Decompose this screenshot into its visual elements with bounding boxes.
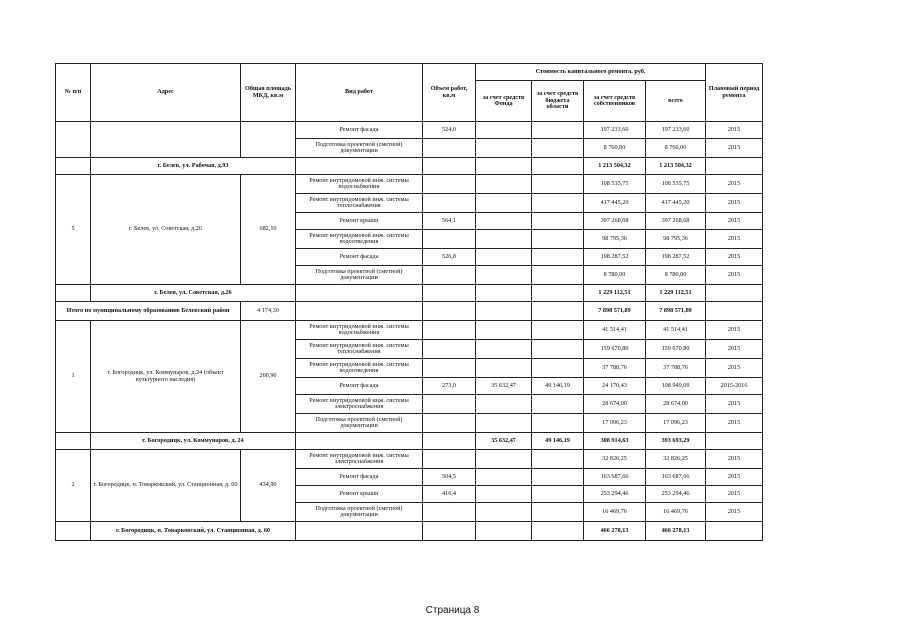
work-cell: Подготовка проектной (сметной) документации [296,414,423,433]
header-work-type: Вид работ [296,64,423,122]
region-cell [532,266,584,285]
area-cell: 260,90 [241,321,296,433]
total-cell: 32 826,25 [646,450,706,469]
region-cell [532,230,584,249]
region-cell: 49 146,19 [532,433,584,450]
region-cell [532,486,584,503]
period-cell: 2015 [706,230,763,249]
period-cell: 2015 [706,395,763,414]
work-cell: Ремонт фасада [296,469,423,486]
fund-cell [476,414,532,433]
period-cell: 2015 [706,139,763,158]
fund-cell [476,266,532,285]
total-cell: 397 268,68 [646,213,706,230]
fund-cell: 35 632,47 [476,378,532,395]
own-cell: 417 445,20 [584,194,646,213]
volume-cell [423,230,476,249]
work-cell: Ремонт фасада [296,378,423,395]
total-cell: 159 670,80 [646,340,706,359]
region-cell [532,522,584,541]
subtotal-row [56,285,763,302]
fund-cell [476,522,532,541]
volume-cell: 273,0 [423,378,476,395]
area-cell: 434,90 [241,450,296,522]
own-cell: 397 268,68 [584,213,646,230]
subtotal-label: г. Белев, ул. Рабочая, д.93 [91,158,296,175]
period-cell [706,158,763,175]
region-cell [532,285,584,302]
header-volume: Объем работ, кв.м [423,64,476,122]
fund-cell [476,230,532,249]
period-cell: 2015 [706,414,763,433]
address-cell [91,122,241,158]
work-cell [296,302,423,321]
municipal-total-label: Итого по муниципальному образованию Белевский район [56,302,241,321]
volume-cell [423,139,476,158]
fund-cell [476,340,532,359]
period-cell: 2015 [706,213,763,230]
period-cell: 2015 [706,122,763,139]
volume-cell [423,433,476,450]
own-cell: 98 795,36 [584,230,646,249]
fund-cell [476,321,532,340]
fund-cell [476,359,532,378]
area-cell: 4 174,30 [241,302,296,321]
volume-cell [423,359,476,378]
total-cell: 197 233,60 [646,122,706,139]
period-cell [706,285,763,302]
period-cell: 2015 [706,321,763,340]
total-cell: 1 213 504,32 [646,158,706,175]
work-cell: Ремонт внутридомовой инж. системы электроснабжения [296,450,423,469]
subtotal-label: г. Богородицк, ул. Коммунаров, д. 24 [91,433,296,450]
period-cell: 2015-2016 [706,378,763,395]
total-cell: 417 445,20 [646,194,706,213]
num-cell: 2 [56,450,91,522]
region-cell [532,395,584,414]
region-cell [532,340,584,359]
fund-cell: 35 632,47 [476,433,532,450]
volume-cell [423,285,476,302]
volume-cell [423,414,476,433]
fund-cell [476,395,532,414]
address-cell: г. Белев, ул. Советская, д.26 [91,175,241,285]
work-cell: Ремонт крыши [296,486,423,503]
period-cell: 2015 [706,194,763,213]
total-cell: 28 674,00 [646,395,706,414]
own-cell: 308 914,63 [584,433,646,450]
table-row [56,175,763,194]
total-cell: 466 278,13 [646,522,706,541]
fund-cell [476,302,532,321]
region-cell [532,139,584,158]
volume-cell [423,450,476,469]
period-cell [706,522,763,541]
period-cell: 2015 [706,469,763,486]
num-cell: 5 [56,175,91,285]
total-cell: 98 795,36 [646,230,706,249]
total-cell: 108 535,75 [646,175,706,194]
work-cell: Ремонт внутридомовой инж. системы водоснабжения [296,175,423,194]
region-cell [532,414,584,433]
own-cell: 108 535,75 [584,175,646,194]
fund-cell [476,285,532,302]
work-cell: Ремонт внутридомовой инж. системы водоотведения [296,359,423,378]
period-cell: 2015 [706,503,763,522]
own-cell: 28 674,00 [584,395,646,414]
work-cell [296,433,423,450]
own-cell: 37 788,76 [584,359,646,378]
region-cell [532,450,584,469]
period-cell: 2015 [706,340,763,359]
own-cell: 466 278,13 [584,522,646,541]
subtotal-label: г. Богородицк, п. Товарковский, ул. Станционная, д. 60 [91,522,296,541]
num-cell: 1 [56,321,91,433]
volume-cell [423,321,476,340]
volume-cell [423,522,476,541]
fund-cell [476,122,532,139]
region-cell [532,503,584,522]
volume-cell [423,266,476,285]
subtotal-row [56,522,763,541]
volume-cell [423,340,476,359]
period-cell: 2015 [706,266,763,285]
fund-cell [476,249,532,266]
volume-cell: 524,0 [423,122,476,139]
fund-cell [476,194,532,213]
header-fund: за счет средств Фонда [476,81,532,122]
volume-cell: 504,5 [423,469,476,486]
period-cell [706,433,763,450]
subtotal-label: г. Белев, ул. Советская, д.26 [91,285,296,302]
table-row [56,450,763,469]
period-cell [706,302,763,321]
total-cell: 16 469,76 [646,503,706,522]
region-cell [532,175,584,194]
own-cell: 163 687,66 [584,469,646,486]
fund-cell [476,503,532,522]
area-cell [241,122,296,158]
own-cell: 8 780,00 [584,266,646,285]
volume-cell: 416,4 [423,486,476,503]
fund-cell [476,450,532,469]
header-total: всего [646,81,706,122]
period-cell: 2015 [706,486,763,503]
work-cell: Ремонт внутридомовой инж. системы водоотведения [296,230,423,249]
header-period: Плановый период ремонта [706,64,763,122]
fund-cell [476,486,532,503]
volume-cell [423,158,476,175]
fund-cell [476,213,532,230]
volume-cell [423,302,476,321]
work-cell: Ремонт фасада [296,122,423,139]
period-cell: 2015 [706,175,763,194]
fund-cell [476,175,532,194]
subtotal-row [56,433,763,450]
header-num: № п/п [56,64,91,122]
volume-cell [423,395,476,414]
own-cell: 16 469,76 [584,503,646,522]
work-cell: Ремонт внутридомовой инж. системы водоснабжения [296,321,423,340]
total-cell: 7 898 571,89 [646,302,706,321]
own-cell: 17 096,23 [584,414,646,433]
total-cell: 253 294,46 [646,486,706,503]
own-cell: 198 287,52 [584,249,646,266]
num-cell [56,433,91,450]
address-cell: г. Богородицк, п. Товарковский, ул. Станционная, д. 60 [91,450,241,522]
own-cell: 1 213 504,32 [584,158,646,175]
page-number-footer: Страница 8 [425,605,480,616]
work-cell: Ремонт внутридомовой инж. системы теплоснабжения [296,194,423,213]
volume-cell: 564,1 [423,213,476,230]
own-cell: 41 514,41 [584,321,646,340]
own-cell: 7 898 571,89 [584,302,646,321]
volume-cell: 526,8 [423,249,476,266]
subtotal-row [56,158,763,175]
work-cell [296,522,423,541]
own-cell: 8 760,00 [584,139,646,158]
total-cell: 41 514,41 [646,321,706,340]
work-cell [296,285,423,302]
work-cell: Подготовка проектной (сметной) документации [296,503,423,522]
fund-cell [476,158,532,175]
table-row [56,321,763,340]
total-cell: 198 287,52 [646,249,706,266]
address-cell: г. Богородицк, ул. Коммунаров, д.24 (объект культурного наследия) [91,321,241,433]
work-cell: Подготовка проектной (сметной) документации [296,139,423,158]
repair-cost-table [55,63,763,541]
work-cell: Ремонт фасада [296,249,423,266]
num-cell [56,522,91,541]
region-cell [532,321,584,340]
volume-cell [423,194,476,213]
header-cost-group: Стоимость капитального ремонта, руб. [476,64,706,81]
fund-cell [476,139,532,158]
work-cell: Ремонт крыши [296,213,423,230]
region-cell [532,469,584,486]
total-cell: 8 760,00 [646,139,706,158]
total-cell: 8 780,00 [646,266,706,285]
region-cell [532,359,584,378]
region-cell: 49 146,19 [532,378,584,395]
total-cell: 37 788,76 [646,359,706,378]
work-cell: Подготовка проектной (сметной) документации [296,266,423,285]
work-cell [296,158,423,175]
table-row [56,122,763,139]
work-cell: Ремонт внутридомовой инж. системы теплоснабжения [296,340,423,359]
volume-cell [423,503,476,522]
total-cell: 163 687,66 [646,469,706,486]
own-cell: 253 294,46 [584,486,646,503]
num-cell [56,158,91,175]
num-cell [56,122,91,158]
own-cell: 24 170,43 [584,378,646,395]
region-cell [532,122,584,139]
municipal-total-row [56,302,763,321]
period-cell: 2015 [706,359,763,378]
region-cell [532,249,584,266]
header-own: за счет средств собственников [584,81,646,122]
own-cell: 1 229 112,51 [584,285,646,302]
header-region: за счет средств бюджета области [532,81,584,122]
total-cell: 17 096,23 [646,414,706,433]
own-cell: 159 670,80 [584,340,646,359]
num-cell [56,285,91,302]
period-cell: 2015 [706,450,763,469]
period-cell: 2015 [706,249,763,266]
region-cell [532,302,584,321]
region-cell [532,213,584,230]
header-address: Адрес [91,64,241,122]
total-cell: 1 229 112,51 [646,285,706,302]
area-cell: 682,10 [241,175,296,285]
header-area: Общая площадь МКД, кв.м [241,64,296,122]
volume-cell [423,175,476,194]
region-cell [532,158,584,175]
total-cell: 393 693,29 [646,433,706,450]
own-cell: 197 233,60 [584,122,646,139]
own-cell: 32 826,25 [584,450,646,469]
region-cell [532,194,584,213]
fund-cell [476,469,532,486]
total-cell: 108 949,09 [646,378,706,395]
work-cell: Ремонт внутридомовой инж. системы электроснабжения [296,395,423,414]
